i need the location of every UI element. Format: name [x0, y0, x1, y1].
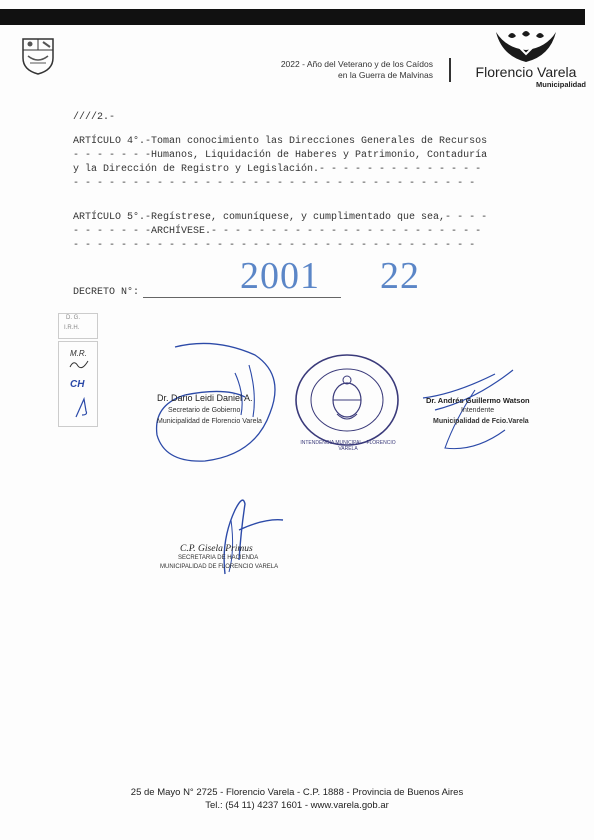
decreto-underline: [143, 297, 341, 298]
decreto-number-stamp: 2001: [240, 255, 320, 297]
hacienda-name: C.P. Gisela Primus: [180, 544, 253, 554]
year-motto: [230, 59, 433, 81]
gobierno-role-2: Municipalidad de Florencio Varela: [157, 418, 262, 425]
seal-text: INTENDENCIA MUNICIPAL · FLORENCIO VARELA: [300, 440, 396, 452]
page-marker: ////2.-: [73, 112, 116, 123]
footer-contact: Tel.: (54 11) 4237 1601 - www.varela.gob.ar: [205, 800, 389, 811]
article-5-line-2: - - - - - - -ARCHÍVESE.- - - - - - - - - - - - - - - - - - - - - - -: [73, 226, 482, 237]
article-4-line-1: ARTÍCULO 4°.-Toman conocimiento las Direcciones Generales de Recursos: [73, 136, 488, 147]
initials-2: CH: [70, 379, 85, 390]
article-4-line-3: y la Dirección de Registro y Legislación.- - - - - - - - - - - - - -: [73, 164, 482, 175]
gobierno-name: Dr. Dario Leidi Daniel A.: [157, 393, 253, 403]
logo-name: Florencio Varela: [475, 64, 577, 80]
hacienda-role-1: SECRETARIA DE HACIENDA: [178, 555, 259, 561]
intendente-role-1: Intendente: [461, 407, 495, 414]
logo-emblem-icon: [494, 30, 558, 64]
header-divider: [449, 58, 451, 82]
stamp-label-2: I.R.H.: [64, 325, 80, 331]
article-5-line-1: ARTÍCULO 5°.-Regístrese, comuníquese, y cumplimentado que sea,- - - -: [73, 212, 488, 223]
intendente-name: Dr. Andrés Guillermo Watson: [426, 396, 530, 405]
hacienda-role-2: MUNICIPALIDAD DE FLORENCIO VARELA: [160, 564, 279, 570]
municipal-crest-icon: [20, 36, 56, 76]
intendencia-seal: [293, 352, 401, 448]
article-4-line-4: - - - - - - - - - - - - - - - - - - - - - - - - - - - - - - - - - -: [73, 178, 476, 189]
florencio-varela-logo: [466, 30, 586, 92]
initials-1: M.R.: [70, 349, 87, 358]
initial-scribble-1: [68, 357, 90, 371]
article-4-line-2: - - - - - - -Humanos, Liquidación de Haberes y Patrimonio, Contaduría: [73, 150, 488, 161]
decreto-label: DECRETO N°:: [73, 287, 140, 298]
motto-line-1: 2022 - Año del Veterano y de los Caídos: [280, 59, 433, 69]
initial-scribble-2: [72, 397, 92, 419]
initials-stamp-column: [58, 313, 98, 425]
logo-subtitle: Municipalidad: [535, 80, 586, 89]
decreto-year-stamp: 22: [380, 255, 420, 297]
footer-address: 25 de Mayo N° 2725 - Florencio Varela - C.P. 1888 - Provincia de Buenos Aires: [130, 787, 464, 798]
motto-line-2: en la Guerra de Malvinas: [338, 70, 433, 80]
gobierno-role-1: Secretario de Gobierno: [168, 407, 241, 414]
intendente-role-2: Municipalidad de Fcio.Varela: [433, 418, 529, 425]
top-black-band: [0, 9, 585, 25]
article-5-line-3: - - - - - - - - - - - - - - - - - - - - - - - - - - - - - - - - - -: [73, 240, 476, 251]
stamp-label-1: D. G.: [66, 315, 81, 321]
